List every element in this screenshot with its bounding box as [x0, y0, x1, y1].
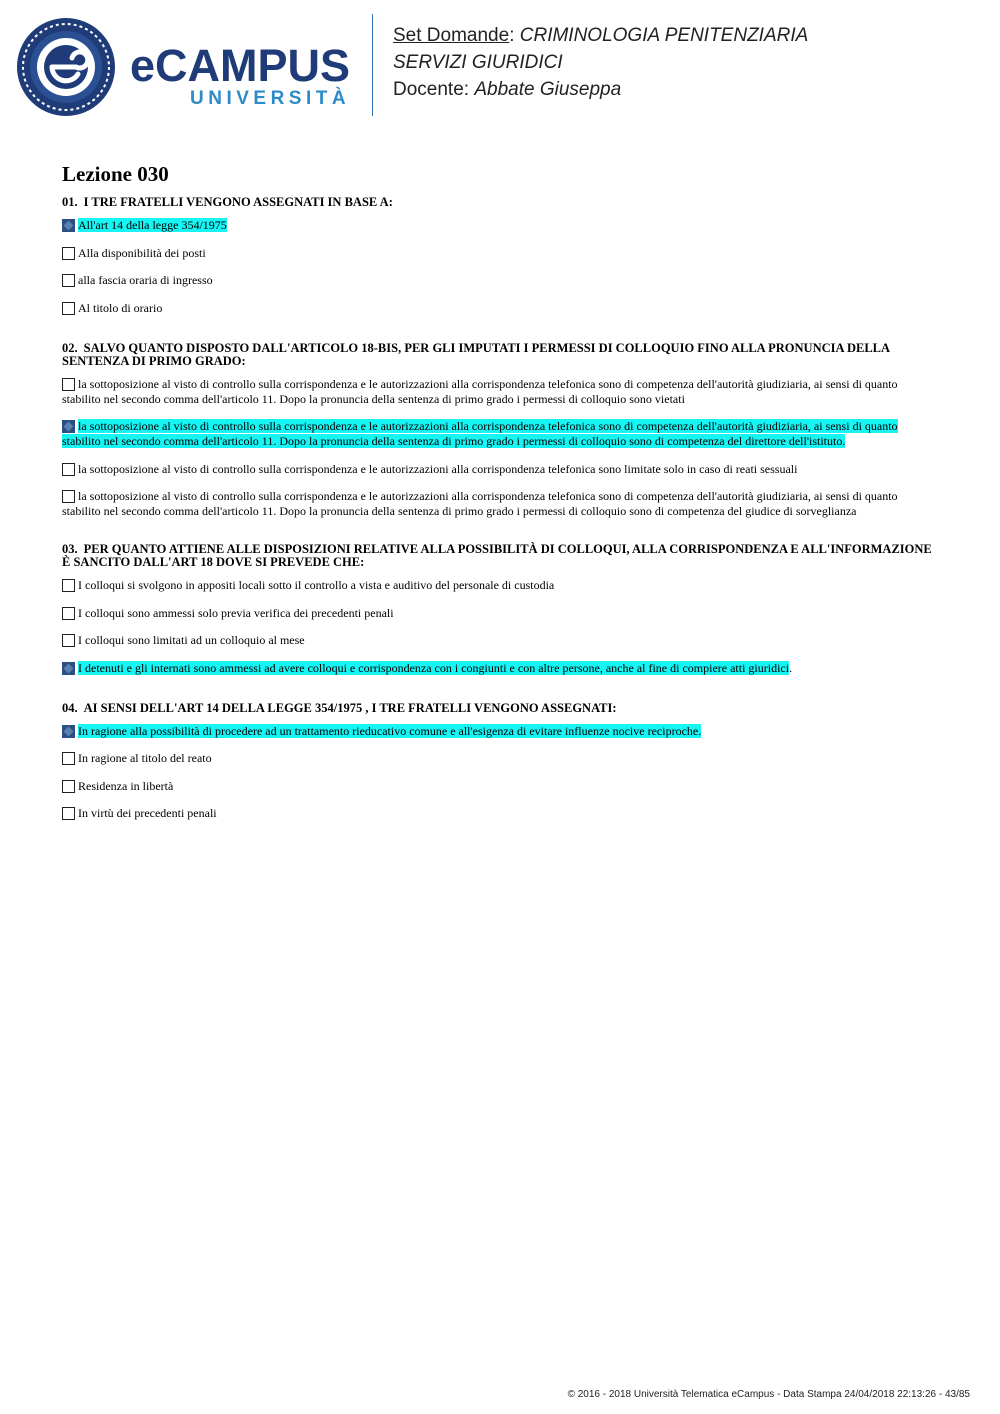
- answer-text: la sottoposizione al visto di controllo sulla corrispondenza e le autorizzazioni alla corrispondenza telefonica sono di competenza dell'autorità giudiziaria, ai sensi di quanto stabilito nel secondo comma dell'articolo 11. Dopo la pronuncia della sentenza di primo grado i permessi di colloquio sono di competenza del direttore dell'istituto.: [62, 419, 898, 448]
- set-label: Set Domande: [393, 25, 510, 46]
- checkbox[interactable]: [62, 607, 75, 620]
- checkbox[interactable]: [62, 634, 75, 647]
- answer-text: la sottoposizione al visto di controllo sulla corrispondenza e le autorizzazioni alla corrispondenza telefonica sono di competenza dell'autorità giudiziaria, ai sensi di quanto stabilito nel secondo comma dell'articolo 11. Dopo la pronuncia della sentenza di primo grado i permessi di colloquio sono vietati: [62, 376, 898, 406]
- answer-option[interactable]: [62, 633, 932, 648]
- header-divider: [372, 14, 373, 116]
- answer-text: I colloqui sono limitati ad un colloquio al mese: [78, 633, 305, 647]
- question-4: [62, 702, 932, 822]
- checkbox[interactable]: [62, 752, 75, 765]
- answer-option[interactable]: [62, 779, 932, 794]
- ecampus-wordmark: eCAMPUS: [130, 40, 351, 91]
- checkbox[interactable]: [62, 490, 75, 503]
- header-info: Set Domande: CRIMINOLOGIA PENITENZIARIA SERVIZI GIURIDICI Docente: Abbate Giuseppa: [393, 25, 809, 100]
- question-title: 03. PER QUANTO ATTIENE ALLE DISPOSIZIONI RELATIVE ALLA POSSIBILITÀ DI COLLOQUI, ALLA CORRISPONDENZA E ALL'INFORMAZIONE È SANCITO DALL'ART 18 DOVE SI PREVEDE CHE:: [62, 542, 932, 569]
- universita-wordmark: UNIVERSITÀ: [190, 88, 351, 109]
- answer-option[interactable]: [62, 751, 932, 766]
- answer-option[interactable]: [62, 606, 932, 621]
- set-subtitle: SERVIZI GIURIDICI: [393, 52, 563, 73]
- answer-option[interactable]: [62, 806, 932, 821]
- checkbox-checked[interactable]: [62, 662, 75, 675]
- question-title: 01. I TRE FRATELLI VENGONO ASSEGNATI IN BASE A:: [62, 195, 393, 209]
- lesson-title: Lezione 030: [62, 162, 169, 186]
- answer-option[interactable]: [62, 301, 932, 316]
- answer-option[interactable]: [62, 489, 932, 519]
- checkbox[interactable]: [62, 247, 75, 260]
- answer-text: I detenuti e gli internati sono ammessi ad avere colloqui e corrispondenza con i congiunti e con altre persone, anche al fine di compiere atti giuridici: [78, 660, 790, 675]
- answer-text: alla fascia oraria di ingresso: [78, 273, 213, 287]
- answer-option[interactable]: [62, 724, 932, 739]
- question-1: [62, 196, 932, 316]
- checkbox[interactable]: [62, 579, 75, 592]
- page-footer: © 2016 - 2018 Università Telematica eCampus - Data Stampa 24/04/2018 22:13:26 - 43/85: [567, 1389, 970, 1400]
- answer-text: In ragione alla possibilità di procedere ad un trattamento rieducativo comune e all'esigenza di evitare influenze nocive reciproche.: [78, 723, 702, 738]
- answer-text: In virtù dei precedenti penali: [78, 806, 217, 820]
- answer-text: In ragione al titolo del reato: [78, 751, 212, 765]
- docente-label: Docente:: [393, 79, 470, 100]
- set-title: CRIMINOLOGIA PENITENZIARIA: [519, 25, 809, 46]
- answer-option[interactable]: [62, 218, 932, 233]
- answer-option[interactable]: [62, 246, 932, 261]
- answer-text: Residenza in libertà: [78, 778, 174, 793]
- answer-option[interactable]: [62, 377, 932, 407]
- question-2: [62, 342, 932, 520]
- checkbox[interactable]: [62, 780, 75, 793]
- ecampus-seal-logo: [16, 17, 116, 117]
- answer-text: Alla disponibilità dei posti: [78, 245, 206, 260]
- checkbox-checked[interactable]: [62, 420, 75, 433]
- checkbox[interactable]: [62, 463, 75, 476]
- answer-text: All'art 14 della legge 354/1975: [78, 218, 227, 232]
- page-header: [0, 0, 1000, 130]
- answer-option[interactable]: [62, 273, 932, 288]
- answer-text: I colloqui sono ammessi solo previa verifica dei precedenti penali: [78, 605, 394, 620]
- question-3: [62, 543, 932, 676]
- answer-option[interactable]: I detenuti e gli internati sono ammessi ad avere colloqui e corrispondenza con i congiunti e con altre persone, anche al fine di compiere atti giuridici.: [62, 661, 932, 676]
- checkbox[interactable]: [62, 302, 75, 315]
- answer-text: Al titolo di orario: [78, 300, 163, 315]
- answer-text: I colloqui si svolgono in appositi locali sotto il controllo a vista e auditivo del personale di custodia: [78, 578, 555, 592]
- checkbox[interactable]: [62, 807, 75, 820]
- answer-text: la sottoposizione al visto di controllo sulla corrispondenza e le autorizzazioni alla corrispondenza telefonica sono limitate solo in caso di reati sessuali: [78, 461, 798, 476]
- checkbox-checked[interactable]: [62, 219, 75, 232]
- checkbox[interactable]: [62, 378, 75, 391]
- docente-name: Abbate Giuseppa: [474, 79, 622, 100]
- question-title: 02. SALVO QUANTO DISPOSTO DALL'ARTICOLO 18-BIS, PER GLI IMPUTATI I PERMESSI DI COLLOQUIO FINO ALLA PRONUNCIA DELLA SENTENZA DI PRIMO GRADO:: [62, 340, 890, 368]
- checkbox-checked[interactable]: [62, 725, 75, 738]
- checkbox[interactable]: [62, 274, 75, 287]
- answer-option[interactable]: [62, 578, 932, 593]
- answer-text: la sottoposizione al visto di controllo sulla corrispondenza e le autorizzazioni alla corrispondenza telefonica sono di competenza dell'autorità giudiziaria, ai sensi di quanto stabilito nel secondo comma dell'articolo 11. Dopo la pronuncia della sentenza di primo grado i permessi di colloquio sono di competenza del giudice di sorveglianza: [62, 489, 898, 518]
- answer-option[interactable]: [62, 462, 932, 477]
- question-title: 04. AI SENSI DELL'ART 14 DELLA LEGGE 354/1975 , I TRE FRATELLI VENGONO ASSEGNATI:: [62, 700, 617, 715]
- quiz-content: [62, 160, 932, 839]
- answer-option[interactable]: [62, 419, 932, 449]
